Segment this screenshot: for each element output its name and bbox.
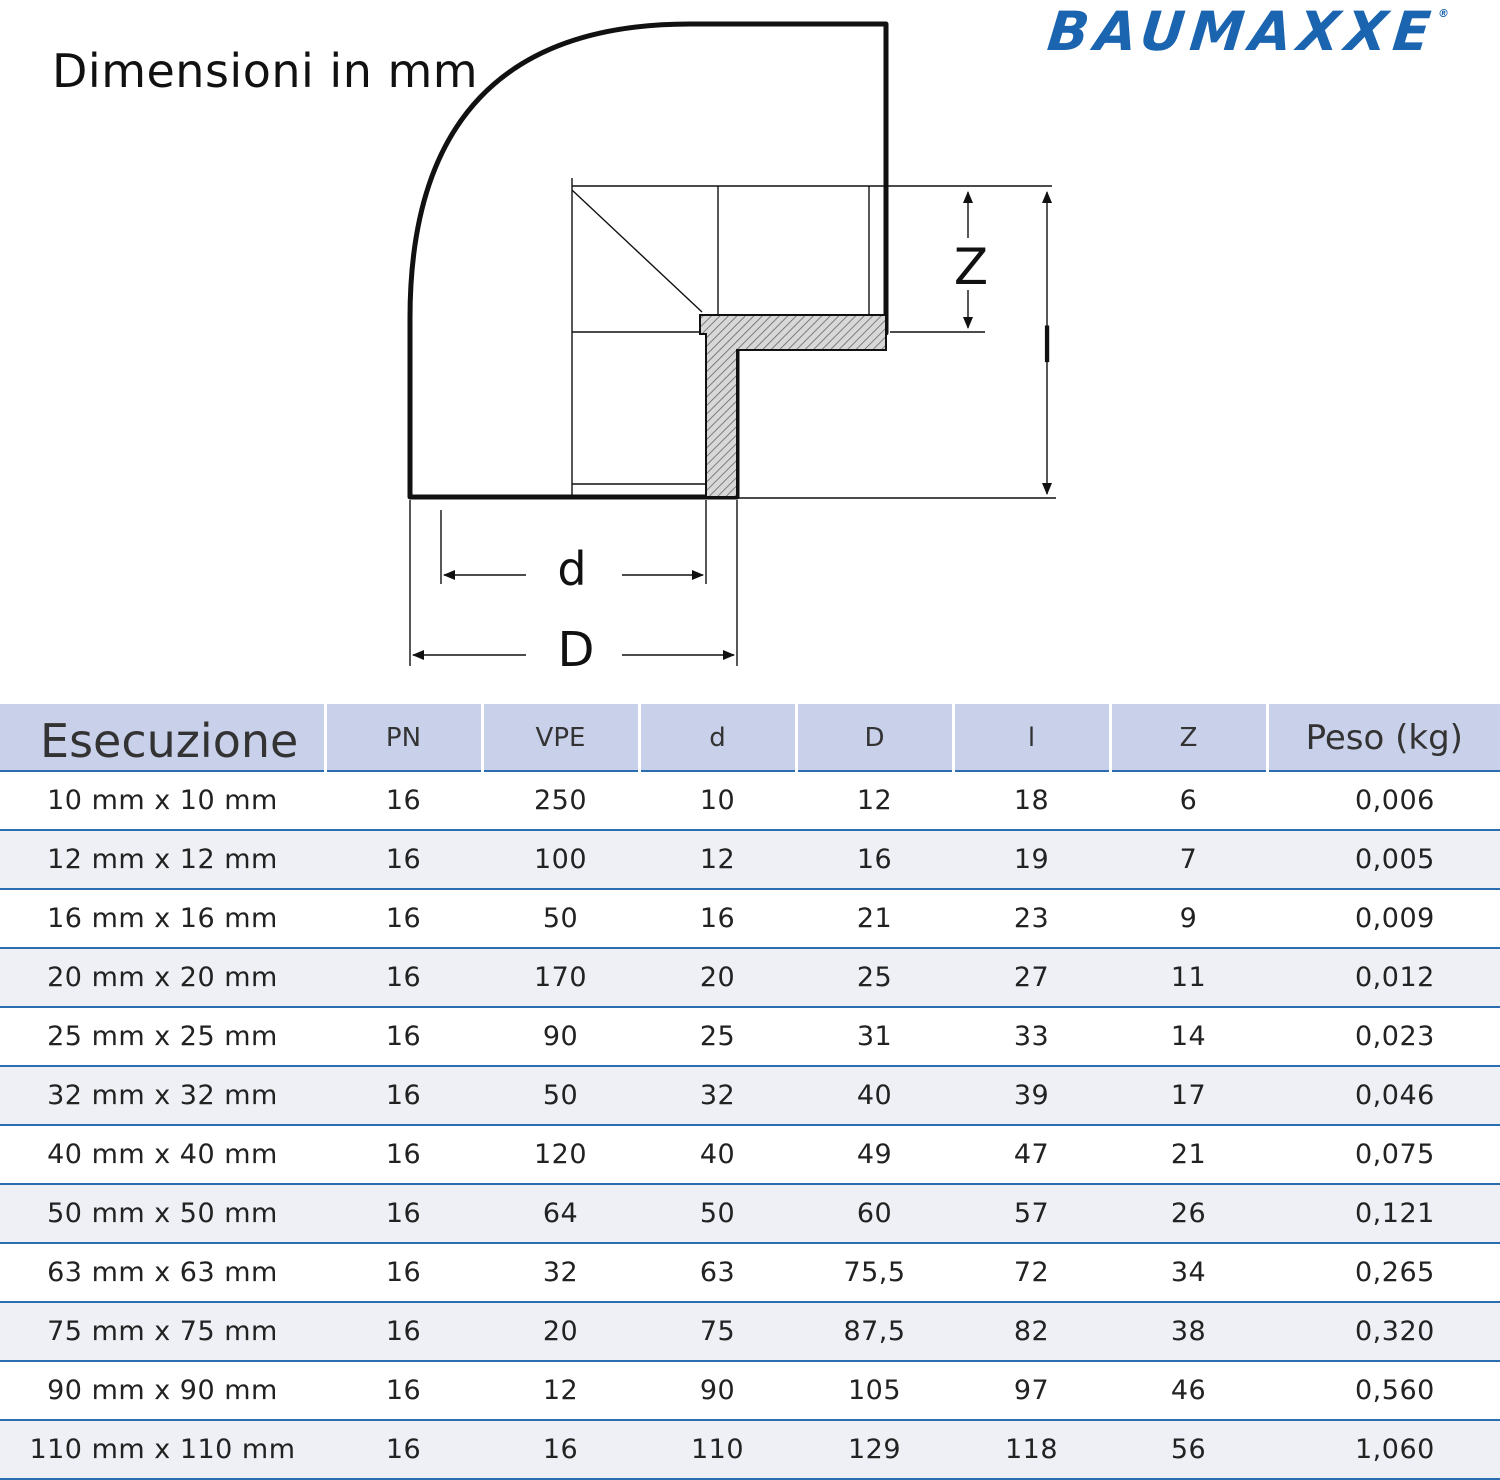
dimensions-table (0, 704, 1500, 1480)
table-row (0, 1243, 1500, 1302)
cell-pn: 16 (325, 1361, 482, 1420)
cell-z: 56 (1110, 1420, 1267, 1479)
cell-vpe: 12 (482, 1361, 639, 1420)
cell-l: 82 (953, 1302, 1110, 1361)
table-row (0, 1361, 1500, 1420)
cell-peso: 0,023 (1267, 1007, 1500, 1066)
d-small-label: d (557, 542, 587, 596)
cell-z: 38 (1110, 1302, 1267, 1361)
cell-l: 27 (953, 948, 1110, 1007)
cell-z: 14 (1110, 1007, 1267, 1066)
cell-d-small: 50 (639, 1184, 796, 1243)
cell-l: 97 (953, 1361, 1110, 1420)
cell-vpe: 32 (482, 1243, 639, 1302)
cell-esecuzione: 10 mm x 10 mm (0, 771, 325, 830)
cell-peso: 1,060 (1267, 1420, 1500, 1479)
cell-peso: 0,046 (1267, 1066, 1500, 1125)
cell-z: 11 (1110, 948, 1267, 1007)
cell-z: 26 (1110, 1184, 1267, 1243)
cell-d-small: 110 (639, 1420, 796, 1479)
cell-peso: 0,265 (1267, 1243, 1500, 1302)
cell-l: 47 (953, 1125, 1110, 1184)
cell-z: 34 (1110, 1243, 1267, 1302)
cell-vpe: 170 (482, 948, 639, 1007)
cell-peso: 0,012 (1267, 948, 1500, 1007)
header-l: l (953, 705, 1110, 771)
cell-d-small: 40 (639, 1125, 796, 1184)
cell-d-small: 10 (639, 771, 796, 830)
cell-l: 23 (953, 889, 1110, 948)
cell-esecuzione: 32 mm x 32 mm (0, 1066, 325, 1125)
cell-z: 46 (1110, 1361, 1267, 1420)
cell-d-large: 25 (796, 948, 953, 1007)
cell-l: 33 (953, 1007, 1110, 1066)
table-row (0, 771, 1500, 830)
cell-peso: 0,320 (1267, 1302, 1500, 1361)
cell-esecuzione: 50 mm x 50 mm (0, 1184, 325, 1243)
cell-d-large: 129 (796, 1420, 953, 1479)
cell-esecuzione: 20 mm x 20 mm (0, 948, 325, 1007)
cell-pn: 16 (325, 1184, 482, 1243)
header-peso: Peso (kg) (1267, 705, 1500, 771)
cell-peso: 0,121 (1267, 1184, 1500, 1243)
table-body (0, 771, 1500, 1479)
cell-vpe: 64 (482, 1184, 639, 1243)
cell-d-small: 25 (639, 1007, 796, 1066)
table-row (0, 1420, 1500, 1479)
page-title: Dimensioni in mm (52, 44, 479, 98)
cell-d-large: 21 (796, 889, 953, 948)
cell-l: 39 (953, 1066, 1110, 1125)
cell-d-large: 75,5 (796, 1243, 953, 1302)
cell-d-large: 16 (796, 830, 953, 889)
table-row (0, 1066, 1500, 1125)
table-row (0, 948, 1500, 1007)
table-row (0, 1184, 1500, 1243)
cell-d-large: 12 (796, 771, 953, 830)
d-large-label: D (557, 622, 595, 678)
cell-esecuzione: 12 mm x 12 mm (0, 830, 325, 889)
cell-l: 18 (953, 771, 1110, 830)
cell-d-small: 32 (639, 1066, 796, 1125)
cell-esecuzione: 25 mm x 25 mm (0, 1007, 325, 1066)
cell-peso: 0,560 (1267, 1361, 1500, 1420)
cell-peso: 0,005 (1267, 830, 1500, 889)
cell-z: 9 (1110, 889, 1267, 948)
cell-peso: 0,009 (1267, 889, 1500, 948)
cell-vpe: 120 (482, 1125, 639, 1184)
cell-d-small: 90 (639, 1361, 796, 1420)
cell-d-large: 60 (796, 1184, 953, 1243)
cell-pn: 16 (325, 1125, 482, 1184)
cell-d-small: 12 (639, 830, 796, 889)
cell-d-small: 20 (639, 948, 796, 1007)
cell-pn: 16 (325, 1420, 482, 1479)
table-row (0, 1125, 1500, 1184)
cell-esecuzione: 63 mm x 63 mm (0, 1243, 325, 1302)
cell-peso: 0,075 (1267, 1125, 1500, 1184)
cell-vpe: 250 (482, 771, 639, 830)
wall-section-hatch (700, 315, 886, 497)
elbow-fitting-drawing (0, 0, 1500, 700)
cell-d-large: 105 (796, 1361, 953, 1420)
header-z: Z (1110, 705, 1267, 771)
cell-d-small: 63 (639, 1243, 796, 1302)
cell-d-large: 87,5 (796, 1302, 953, 1361)
cell-esecuzione: 75 mm x 75 mm (0, 1302, 325, 1361)
table-row (0, 830, 1500, 889)
header-d-large: D (796, 705, 953, 771)
cell-d-large: 49 (796, 1125, 953, 1184)
cell-pn: 16 (325, 830, 482, 889)
cell-vpe: 90 (482, 1007, 639, 1066)
header-pn: PN (325, 705, 482, 771)
cell-pn: 16 (325, 1066, 482, 1125)
cell-esecuzione: 40 mm x 40 mm (0, 1125, 325, 1184)
header-esecuzione: Esecuzione (0, 705, 325, 771)
cell-esecuzione: 16 mm x 16 mm (0, 889, 325, 948)
cell-d-small: 16 (639, 889, 796, 948)
cell-pn: 16 (325, 1243, 482, 1302)
header-vpe: VPE (482, 705, 639, 771)
cell-pn: 16 (325, 1007, 482, 1066)
table-header-row (0, 705, 1500, 771)
cell-l: 118 (953, 1420, 1110, 1479)
table-row (0, 889, 1500, 948)
header-d-small: d (639, 705, 796, 771)
l-label: l (1040, 318, 1054, 374)
cell-z: 7 (1110, 830, 1267, 889)
registered-mark: ® (1437, 7, 1450, 20)
cell-vpe: 100 (482, 830, 639, 889)
table-row (0, 1302, 1500, 1361)
cell-esecuzione: 110 mm x 110 mm (0, 1420, 325, 1479)
cell-l: 19 (953, 830, 1110, 889)
table-row (0, 1007, 1500, 1066)
cell-pn: 16 (325, 1302, 482, 1361)
cell-d-small: 75 (639, 1302, 796, 1361)
cell-vpe: 50 (482, 1066, 639, 1125)
brand-logo-text: BAUMAXXE (1044, 0, 1440, 63)
cell-l: 72 (953, 1243, 1110, 1302)
cell-d-large: 31 (796, 1007, 953, 1066)
z-label: Z (953, 238, 989, 296)
cell-vpe: 20 (482, 1302, 639, 1361)
cell-pn: 16 (325, 771, 482, 830)
cell-pn: 16 (325, 889, 482, 948)
cell-vpe: 16 (482, 1420, 639, 1479)
cell-peso: 0,006 (1267, 771, 1500, 830)
cell-z: 6 (1110, 771, 1267, 830)
cell-pn: 16 (325, 948, 482, 1007)
cell-esecuzione: 90 mm x 90 mm (0, 1361, 325, 1420)
cell-vpe: 50 (482, 889, 639, 948)
cell-z: 21 (1110, 1125, 1267, 1184)
cell-z: 17 (1110, 1066, 1267, 1125)
cell-l: 57 (953, 1184, 1110, 1243)
cell-d-large: 40 (796, 1066, 953, 1125)
